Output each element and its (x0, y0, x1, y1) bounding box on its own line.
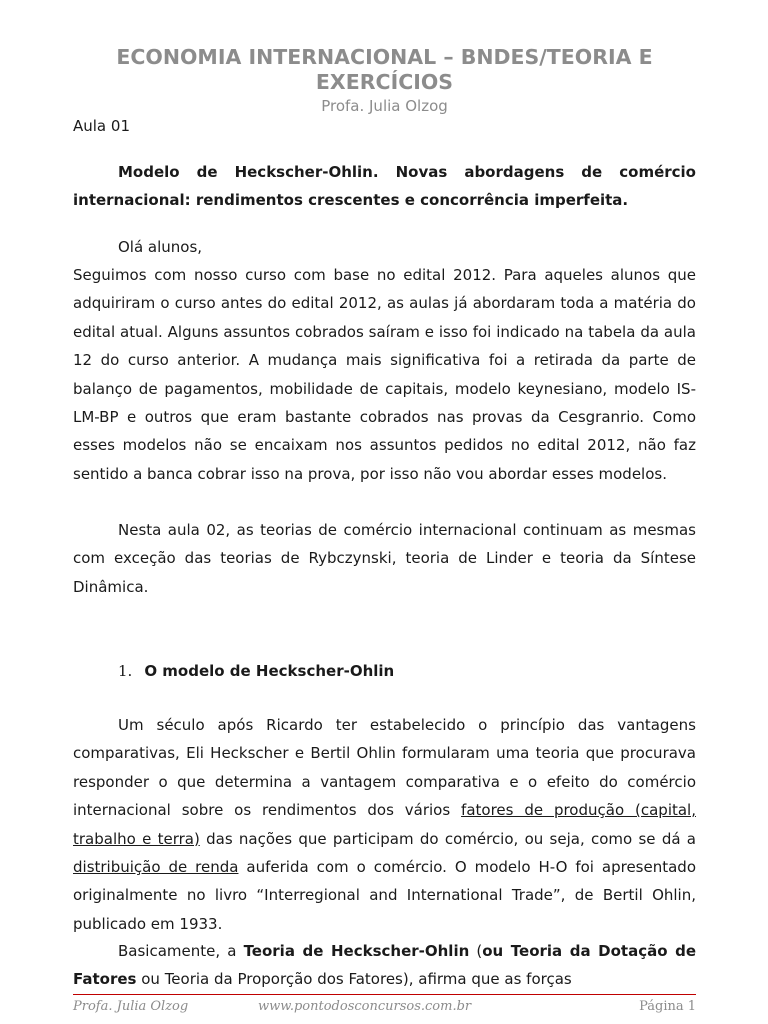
footer-page-number: Página 1 (639, 999, 696, 1014)
last-part-1: Basicamente, a (118, 942, 244, 960)
footer-author: Profa. Julia Olzog (73, 999, 189, 1014)
income-distribution-link: distribuição de renda (73, 858, 239, 877)
document-title (73, 45, 696, 95)
topic-part-2: Novas abordagens de comércio (395, 163, 696, 181)
section-heading (73, 657, 696, 685)
title-line-1: ECONOMIA INTERNACIONAL – BNDES/TEORIA E (116, 45, 653, 69)
lesson-label: Aula 01 (73, 117, 130, 135)
section-title: O modelo de Heckscher-Ohlin (144, 662, 395, 680)
last-part-3: ou Teoria da Proporção dos Fatores), afirma que as forças (136, 970, 572, 989)
body-part-3: auferida com o comércio. O modelo H-O foi apresentado originalmente no livro “Interregional and International Trade”, de Bertil Ohlin, publicado em 1933. (73, 858, 696, 933)
footer-divider (73, 994, 696, 995)
lesson-topic (73, 158, 696, 215)
body-paragraph (73, 711, 696, 938)
theory-alias: ou Teoria da Dotação de Fatores (73, 942, 697, 989)
body-part-2: das nações que participam do comércio, ou seja, como se dá a (199, 829, 697, 848)
topic-line-2: internacional: rendimentos crescentes e concorrência imperfeita. (73, 191, 629, 210)
second-paragraph: Nesta aula 02, as teorias de comércio internacional continuam as mesmas com exceção das teorias de Rybczynski, teoria de Linder e teoria da Síntese Dinâmica. (73, 521, 696, 596)
page-footer (73, 998, 696, 1016)
last-part-2: ( (469, 942, 483, 960)
footer-website: www.pontodosconcursos.com.br (258, 999, 472, 1014)
author-name: Profa. Julia Olzog (321, 97, 448, 115)
document-page (73, 0, 696, 1024)
intro-paragraph: Seguimos com nosso curso com base no edital 2012. Para aqueles alunos que adquiriram o curso antes do edital 2012, as aulas já abordaram toda a matéria do edital atual. Alguns assuntos cobrados saíram e isso foi indicado na tabela da aula 12 do curso anterior. A mudança mais significativa foi a retirada da parte de balanço de pagamentos, mobilidade de capitais, modelo keynesiano, modelo IS-LM-BP e outros que eram bastante cobrados nas provas da Cesgranrio. Como esses modelos não se encaixam nos assuntos pedidos no edital 2012, não faz sentido a banca cobrar isso na prova, por isso não vou abordar esses modelos. (73, 266, 696, 483)
last-paragraph (73, 937, 696, 994)
title-line-2: EXERCÍCIOS (315, 70, 454, 94)
topic-part-1: Modelo de Heckscher-Ohlin. (118, 163, 396, 181)
greeting: Olá alunos, (118, 238, 203, 256)
factors-link: fatores de produção (capital, trabalho e terra) (73, 801, 696, 848)
section-number: 1. (118, 662, 133, 680)
body-part-1: Um século após Ricardo ter estabelecido o princípio das vantagens comparativas, Eli Heckscher e Bertil Ohlin formularam uma teoria que procurava responder o que determina a vantagem comparativa e o efeito do comércio internacional sobre os rendimentos dos vários (73, 716, 696, 820)
theory-name: Teoria de Heckscher-Ohlin (243, 942, 470, 960)
